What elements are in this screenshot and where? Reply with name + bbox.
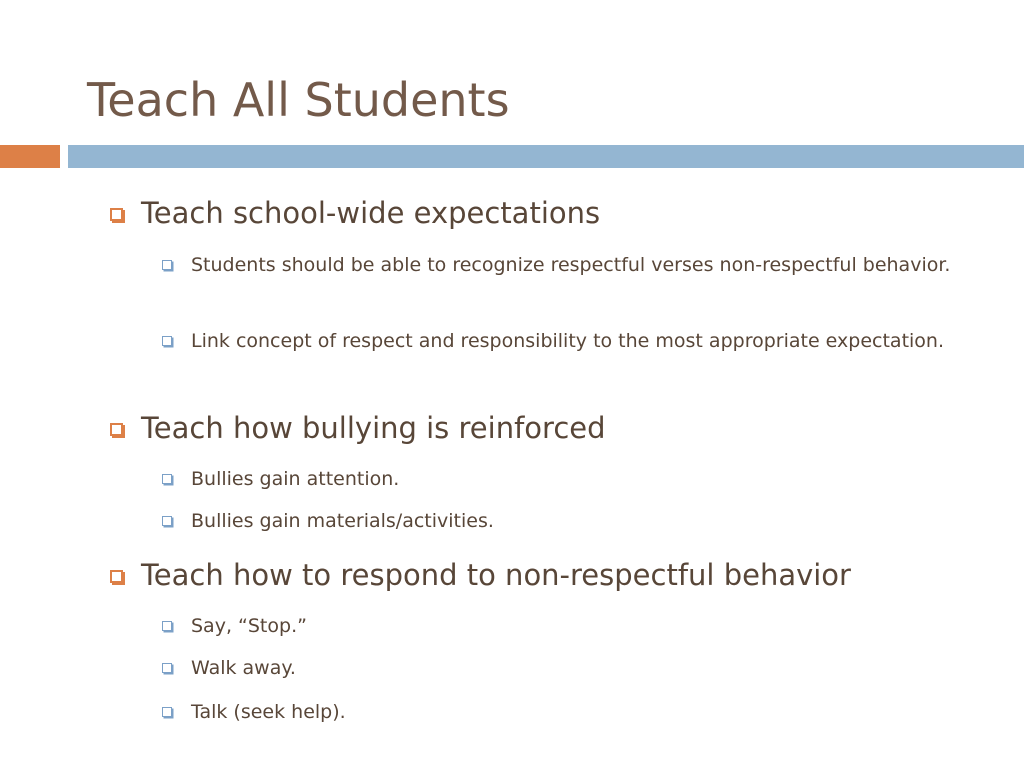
square-bullet-icon (110, 423, 123, 436)
sub-bullet-text: Link concept of respect and responsibility to the most appropriate expectation. (191, 330, 945, 352)
sub-bullet-text: Say, “Stop.” (191, 615, 307, 637)
bullet-text: Teach school-wide expectations (141, 196, 601, 230)
sub-bullet-text: Bullies gain attention. (191, 468, 400, 490)
bullet-text: Teach how to respond to non-respectful behavior (141, 558, 851, 592)
square-bullet-icon (162, 260, 172, 270)
square-bullet-icon (162, 663, 172, 673)
sub-bullet-text: Walk away. (191, 657, 296, 679)
square-bullet-icon (110, 570, 123, 583)
square-bullet-icon (162, 474, 172, 484)
sub-bullet-text: Talk (seek help). (191, 701, 346, 723)
square-bullet-icon (162, 707, 172, 717)
square-bullet-icon (162, 336, 172, 346)
sub-bullet-text: Students should be able to recognize respectful verses non-respectful behavior. (191, 254, 951, 276)
slide-title: Teach All Students (87, 73, 510, 127)
square-bullet-icon (162, 516, 172, 526)
sub-bullet-text: Bullies gain materials/activities. (191, 510, 494, 532)
square-bullet-icon (110, 208, 123, 221)
square-bullet-icon (162, 621, 172, 631)
bullet-text: Teach how bullying is reinforced (141, 411, 606, 445)
